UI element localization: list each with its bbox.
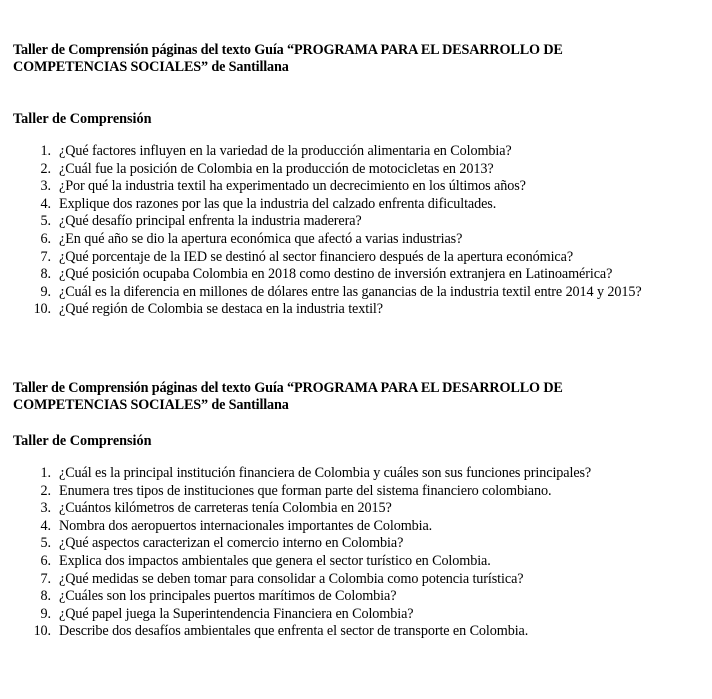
question-number: 7. [40, 570, 51, 587]
question-text: Enumera tres tipos de instituciones que forman parte del sistema financiero colombiano. [59, 482, 552, 499]
question-item [13, 606, 708, 624]
question-number: 1. [40, 465, 51, 481]
question-number: 3. [40, 178, 51, 195]
question-number: 5. [40, 535, 51, 552]
question-item [13, 588, 708, 606]
workshop-section-1 [13, 42, 708, 319]
question-item [13, 553, 708, 571]
question-number: 5. [40, 213, 51, 230]
question-text: ¿Qué posición ocupaba Colombia en 2018 como destino de inversión extranjera en Latinoamérica? [59, 266, 613, 283]
question-number: 7. [40, 248, 51, 265]
question-item [13, 284, 708, 302]
question-item [13, 535, 708, 553]
question-item [13, 623, 708, 641]
question-number: 4. [40, 517, 51, 534]
question-number: 6. [40, 552, 51, 569]
question-item [13, 301, 708, 319]
question-list [13, 465, 708, 641]
question-item [13, 571, 708, 589]
section-title-line-1: Taller de Comprensión páginas del texto Guía “PROGRAMA PARA EL DESARROLLO DE [13, 42, 563, 58]
question-number: 3. [40, 500, 51, 517]
question-text: ¿Qué porcentaje de la IED se destinó al sector financiero después de la apertura económica? [59, 248, 574, 265]
question-item [13, 500, 708, 518]
section-title [13, 42, 708, 76]
question-number: 10. [33, 623, 51, 640]
question-text: ¿Por qué la industria textil ha experimentado un decrecimiento en los últimos años? [59, 178, 526, 195]
question-text: Describe dos desafíos ambientales que enfrenta el sector de transporte en Colombia. [59, 623, 529, 640]
section-title-line-2: COMPETENCIAS SOCIALES” de Santillana [13, 59, 289, 75]
question-item [13, 518, 708, 536]
question-text: Explica dos impactos ambientales que genera el sector turístico en Colombia. [59, 552, 491, 569]
question-number: 9. [40, 283, 51, 300]
question-text: Explique dos razones por las que la industria del calzado enfrenta dificultades. [59, 195, 497, 212]
section-title-line-2: COMPETENCIAS SOCIALES” de Santillana [13, 397, 289, 413]
question-text: ¿Cuáles son los principales puertos marítimos de Colombia? [59, 588, 397, 605]
question-text: Nombra dos aeropuertos internacionales importantes de Colombia. [59, 517, 433, 534]
question-item [13, 266, 708, 284]
question-item [13, 231, 708, 249]
question-item [13, 143, 708, 161]
question-number: 1. [40, 143, 51, 159]
question-number: 6. [40, 230, 51, 247]
question-number: 10. [33, 301, 51, 318]
section-subtitle: Taller de Comprensión [13, 111, 152, 127]
question-item [13, 213, 708, 231]
question-number: 4. [40, 195, 51, 212]
question-number: 8. [40, 588, 51, 605]
question-list [13, 143, 708, 319]
question-text: ¿Cuál es la diferencia en millones de dólares entre las ganancias de la industria textil entre 2014 y 2015? [59, 283, 642, 300]
question-text: ¿Cuántos kilómetros de carreteras tenía Colombia en 2015? [59, 500, 392, 517]
question-text: ¿Qué aspectos caracterizan el comercio interno en Colombia? [59, 535, 404, 552]
workshop-section-2 [13, 380, 708, 641]
question-text: ¿Cuál es la principal institución financiera de Colombia y cuáles son sus funciones principales? [59, 465, 592, 481]
question-text: ¿Qué factores influyen en la variedad de la producción alimentaria en Colombia? [59, 143, 512, 159]
question-text: ¿Qué región de Colombia se destaca en la industria textil? [59, 301, 383, 318]
question-number: 2. [40, 482, 51, 499]
question-item [13, 178, 708, 196]
question-text: ¿En qué año se dio la apertura económica que afectó a varias industrias? [59, 230, 463, 247]
question-number: 8. [40, 266, 51, 283]
section-title-line-1: Taller de Comprensión páginas del texto Guía “PROGRAMA PARA EL DESARROLLO DE [13, 380, 563, 396]
section-title [13, 380, 708, 414]
question-text: ¿Qué medidas se deben tomar para consolidar a Colombia como potencia turística? [59, 570, 524, 587]
question-item [13, 161, 708, 179]
question-number: 2. [40, 160, 51, 177]
question-item [13, 196, 708, 214]
question-item [13, 465, 708, 483]
question-number: 9. [40, 605, 51, 622]
question-text: ¿Qué desafío principal enfrenta la industria maderera? [59, 213, 362, 230]
question-text: ¿Cuál fue la posición de Colombia en la producción de motocicletas en 2013? [59, 160, 494, 177]
question-item [13, 249, 708, 267]
question-item [13, 483, 708, 501]
section-subtitle: Taller de Comprensión [13, 433, 152, 449]
question-text: ¿Qué papel juega la Superintendencia Financiera en Colombia? [59, 605, 414, 622]
